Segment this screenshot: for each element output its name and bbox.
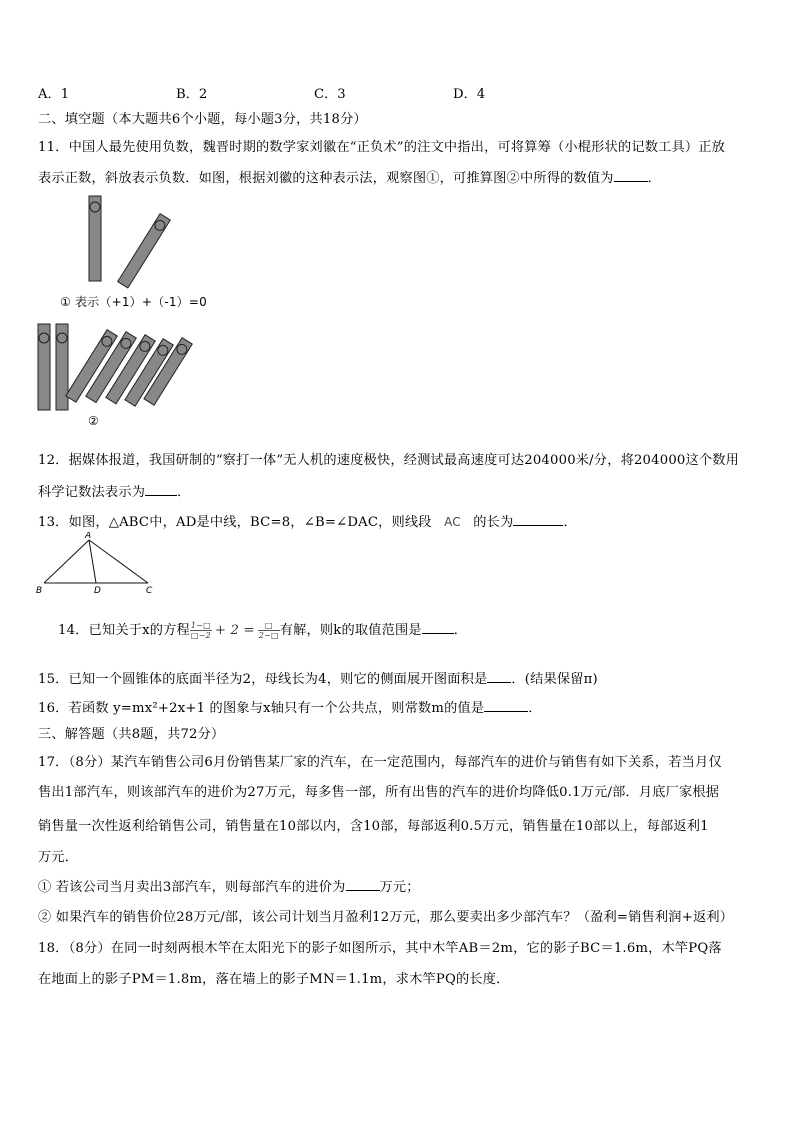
q17-answer-blank xyxy=(346,878,380,891)
q16-line xyxy=(38,697,542,716)
q14-f1-denominator: □−2 xyxy=(190,631,211,640)
q17-line2: 售出1部汽车，则该部汽车的进价为27万元，每多售一部，所有出售的汽车的进价均降低0.1万元/部．月底厂家根据 xyxy=(38,785,720,800)
q16-end: ． xyxy=(528,701,542,716)
option-a: A．1 xyxy=(38,87,70,102)
section-heading-fill-blank: 二、填空题（本大题共6个小题，每小题3分，共18分） xyxy=(38,112,367,127)
q17-sub1-text: ① 若该公司当月卖出3部汽车，则每部汽车的进价为 xyxy=(38,880,346,895)
q13-text-tail: 的长为 xyxy=(473,515,514,530)
q15-answer-blank xyxy=(487,670,511,683)
q12-line1: 12．据媒体报道，我国研制的“察打一体”无人机的速度极快，经测试最高速度可达204000米/分，将204000这个数用 xyxy=(38,453,740,468)
segment-ab xyxy=(44,540,89,583)
q14-fraction-1 xyxy=(190,621,212,640)
q14-answer-blank xyxy=(422,621,454,634)
q11-answer-blank xyxy=(614,169,648,182)
q18-line1: 18．（8分）在同一时刻两根木竿在太阳光下的影子如图所示，其中木竿AB＝2m，它的影子BC＝1.6m，木竿PQ落 xyxy=(38,941,722,956)
q14-pre: 14．已知关于x的方程 xyxy=(58,623,190,638)
q17-sub2: ② 如果汽车的销售价位28万元/部，该公司计划当月盈利12万元，那么要卖出多少部汽车？（盈利=销售利润+返利） xyxy=(38,910,734,925)
q17-line3: 销售量一次性返利给销售公司，销售量在10部以内，含10部，每部返利0.5万元，销售量在10部以上，每部返利1 xyxy=(38,819,709,834)
q13-text-main: 13．如图，△ABC中，AD是中线，BC=8，∠B=∠DAC，则线段 xyxy=(38,515,432,530)
rod-marker-circle xyxy=(90,202,100,212)
rod-marker-circle xyxy=(39,333,49,343)
q14-f2-denominator: 2−□ xyxy=(258,631,279,640)
figure-2-caption: ② xyxy=(88,414,99,428)
q14-f2-numerator: □ xyxy=(258,621,280,631)
q16-answer-blank xyxy=(484,699,528,712)
q12-line2 xyxy=(38,481,191,500)
q17-sub1 xyxy=(38,876,420,895)
q12-line2-text: 科学记数法表示为 xyxy=(38,485,146,500)
q14-line xyxy=(58,619,467,640)
label-d: D xyxy=(94,586,101,596)
q14-fraction-2 xyxy=(258,621,280,640)
section-heading-solutions: 三、解答题（共8题，共72分） xyxy=(38,727,225,742)
segment-ad xyxy=(89,540,96,583)
label-a: A xyxy=(85,532,92,541)
q14-post: 有解，则k的取值范围是 xyxy=(279,623,422,638)
q14-f1-numerator: 1−□ xyxy=(190,621,211,630)
option-d: D．4 xyxy=(453,87,486,102)
figure-1-caption: ① 表示（+1）+（-1）=0 xyxy=(60,295,207,309)
q15-line xyxy=(38,668,598,687)
triangle-abc-figure xyxy=(34,532,164,596)
q17-line1: 17．（8分）某汽车销售公司6月份销售某厂家的汽车，在一定范围内，每部汽车的进价与销售有如下关系，若当月仅 xyxy=(38,755,722,770)
q17-line4: 万元． xyxy=(38,850,79,865)
q13-text xyxy=(38,511,577,530)
label-c: C xyxy=(146,586,153,596)
q11-line1: 11．中国人最先使用负数，魏晋时期的数学家刘徽在“正负术”的注文中指出，可将算筹（小棍形状的记数工具）正放 xyxy=(38,140,726,155)
q13-end: ． xyxy=(563,515,577,530)
q14-mid: + 2 = xyxy=(214,623,255,638)
q18-line2: 在地面上的影子PM＝1.8m，落在墙上的影子MN＝1.1m，求木竿PQ的长度． xyxy=(38,972,510,987)
q12-line2-end: ． xyxy=(177,485,191,500)
option-b: B．2 xyxy=(176,87,208,102)
counting-rods-figure-2 xyxy=(30,318,210,418)
label-b: B xyxy=(36,586,43,596)
slanted-rod xyxy=(118,214,171,288)
q13-answer-blank xyxy=(513,513,563,526)
q11-line2-text: 表示正数，斜放表示负数．如图，根据刘徽的这种表示法，观察图①，可推算图②中所得的数值为 xyxy=(38,171,614,186)
q12-answer-blank xyxy=(145,483,177,496)
q15-end: ．(结果保留π) xyxy=(511,672,598,687)
q15-text: 15．已知一个圆锥体的底面半径为2，母线长为4，则它的侧面展开图面积是 xyxy=(38,672,488,687)
rod-marker-circle xyxy=(57,333,67,343)
segment-ac xyxy=(89,540,148,583)
q16-text: 16．若函数 y=mx²+2x+1 的图象与x轴只有一个公共点，则常数m的值是 xyxy=(38,701,485,716)
option-c: C．3 xyxy=(314,87,346,102)
q13-segment-ac: AC xyxy=(444,515,461,529)
q17-sub1-end: 万元； xyxy=(379,880,420,895)
q11-line2-end: ． xyxy=(647,171,662,186)
q14-end: ． xyxy=(453,623,468,638)
q11-line2 xyxy=(38,167,661,186)
